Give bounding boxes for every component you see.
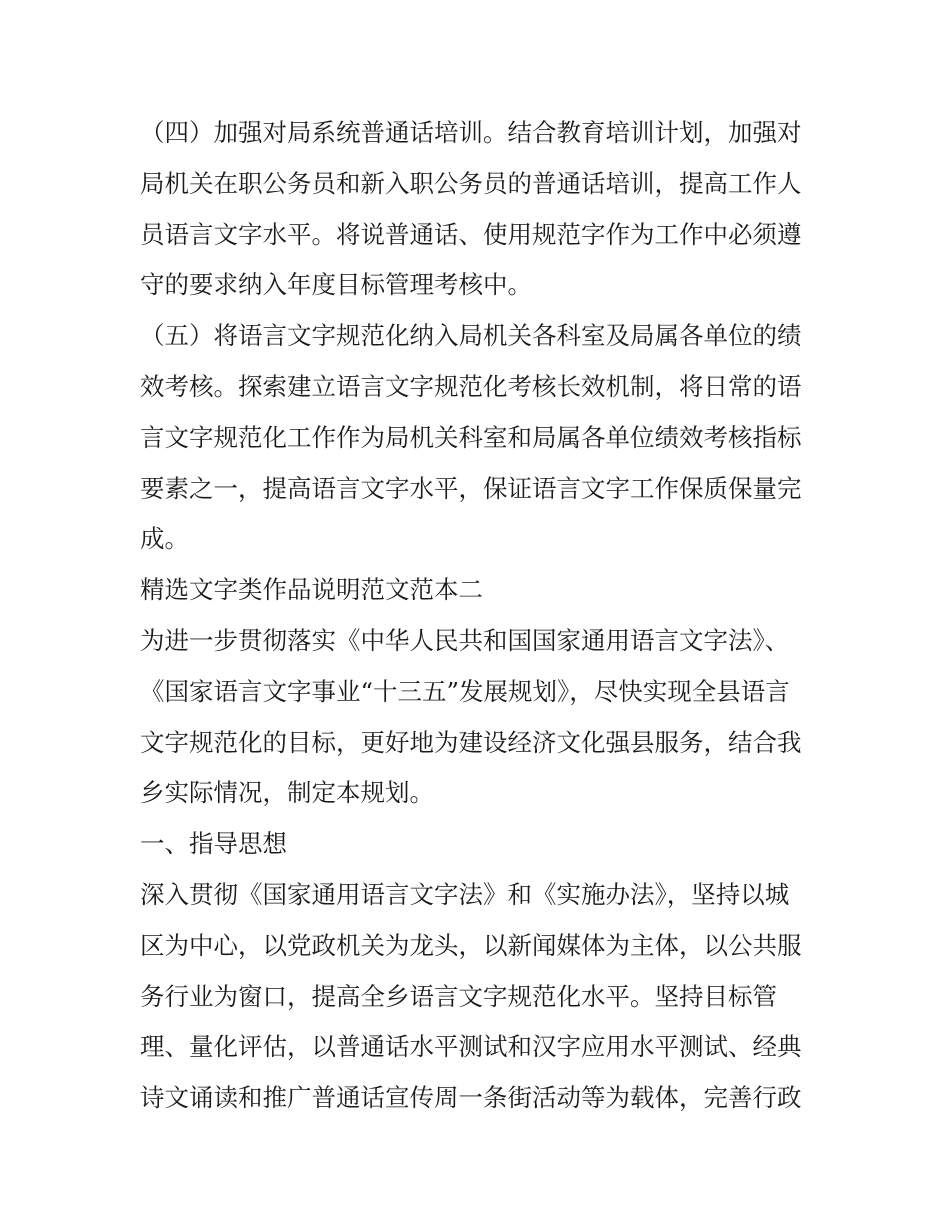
- text-line: 务行业为窗口，提高全乡语言文字规范化水平。坚持目标管: [140, 981, 777, 1011]
- text-line: 言文字规范化工作作为局机关科室和局属各单位绩效考核指标: [140, 422, 802, 452]
- text-line: 深入贯彻《国家通用语言文字法》和《实施办法》，坚持以城: [140, 879, 790, 909]
- text-line: （五）将语言文字规范化纳入局机关各科室及局属各单位的绩: [140, 321, 802, 351]
- text-line: 成。: [140, 524, 189, 554]
- text-line: 区为中心，以党政机关为龙头，以新闻媒体为主体，以公共服: [140, 930, 802, 960]
- document-body: [140, 108, 820, 1124]
- text-line: 为进一步贯彻落实《中华人民共和国国家通用语言文字法》、: [140, 625, 790, 655]
- text-line: （四）加强对局系统普通话培训。结合教育培训计划，加强对: [140, 118, 802, 147]
- text-line: 理、量化评估，以普通话水平测试和汉字应用水平测试、经典: [140, 1032, 802, 1062]
- text-line: 乡实际情况，制定本规划。: [140, 778, 434, 808]
- text-line: 守的要求纳入年度目标管理考核中。: [140, 270, 532, 300]
- section-heading: 精选文字类作品说明范文范本二: [140, 575, 483, 605]
- text-line: 局机关在职公务员和新入职公务员的普通话培训，提高工作人: [140, 168, 802, 198]
- section-heading: 一、指导思想: [140, 829, 287, 859]
- text-line: 《国家语言文字事业“十三五”发展规划》，尽快实现全县语言: [140, 676, 790, 706]
- text-line: 要素之一，提高语言文字水平，保证语言文字工作保质保量完: [140, 473, 802, 503]
- text-line: 效考核。探索建立语言文字规范化考核长效机制，将日常的语: [140, 371, 802, 401]
- text-line: 员语言文字水平。将说普通话、使用规范字作为工作中必须遵: [140, 219, 802, 249]
- text-line: 诗文诵读和推广普通话宣传周一条街活动等为载体，完善行政: [140, 1083, 802, 1113]
- text-line: 文字规范化的目标，更好地为建设经济文化强县服务，结合我: [140, 727, 802, 757]
